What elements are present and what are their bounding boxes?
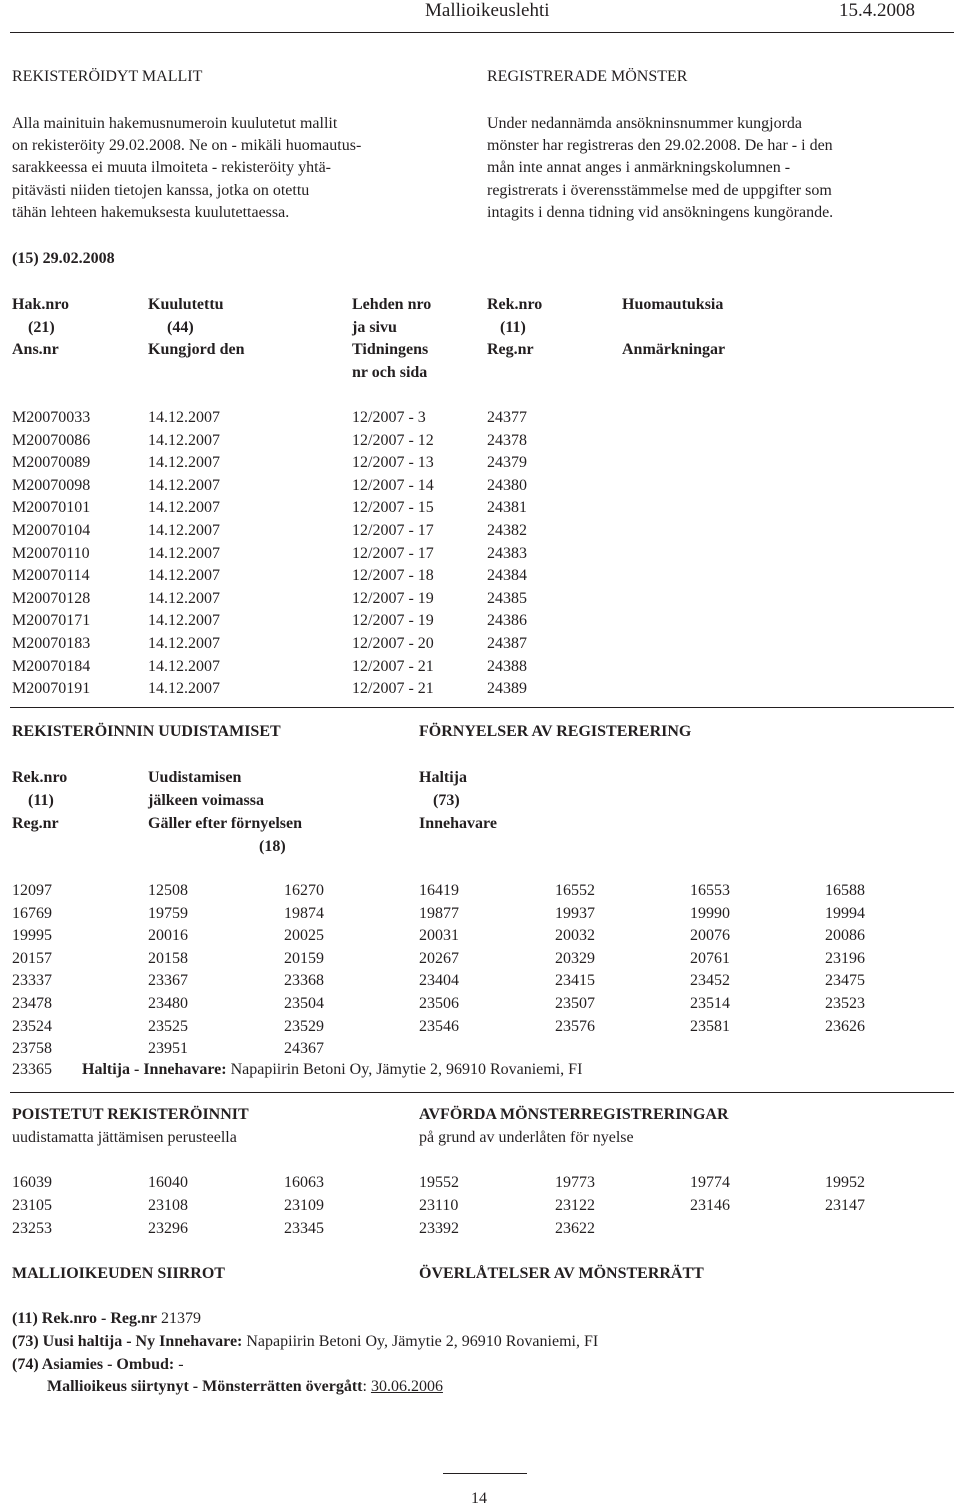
removed-subtitle-sv: på grund av underlåten för nyelse	[419, 1129, 634, 1146]
header-cell: jälkeen voimassa	[148, 792, 264, 809]
number-cell: 19952	[825, 1174, 865, 1191]
intro-line: mån inte annat anges i anmärkningskolumnen -	[487, 159, 791, 176]
number-cell: 23110	[419, 1197, 459, 1214]
number-cell: 23524	[12, 1017, 52, 1035]
number-cell: 12508	[148, 882, 188, 899]
table-cell: 14.12.2007	[148, 657, 220, 675]
number-cell: 12097	[12, 882, 52, 899]
table-cell: 12/2007 - 19	[352, 612, 434, 630]
number-cell: 19759	[148, 904, 188, 922]
intro-line: tähän lehteen hakemuksesta kuulutettaessa.	[12, 204, 290, 221]
number-cell: 20025	[284, 927, 324, 945]
number-cell: 23108	[148, 1197, 188, 1214]
table-cell: M20070104	[12, 522, 91, 539]
table-cell: 12/2007 - 19	[352, 589, 434, 607]
table-cell: M20070191	[12, 680, 91, 698]
table-cell: 12/2007 - 13	[352, 454, 434, 472]
number-cell: 16063	[284, 1174, 324, 1191]
number-cell: 19773	[555, 1174, 595, 1191]
number-cell: 20016	[148, 927, 188, 945]
header-cell: Ans.nr	[12, 341, 59, 358]
number-cell: 23367	[148, 972, 188, 990]
header-cell: ja sivu	[352, 319, 397, 336]
removed-title-sv: AVFÖRDA MÖNSTERREGISTRERINGAR	[419, 1106, 729, 1123]
table-cell: 14.12.2007	[148, 522, 220, 539]
number-cell: 20086	[825, 927, 865, 945]
header-cell: (11)	[28, 792, 54, 809]
removed-title-fi: POISTETUT REKISTERÖINNIT	[12, 1106, 249, 1123]
number-cell: 23525	[148, 1017, 188, 1035]
table-cell: 24381	[487, 499, 527, 517]
number-cell: 20267	[419, 949, 459, 967]
intro-line: registrerats i överensstämmelse med de uppgifter som	[487, 182, 832, 199]
number-cell: 23546	[419, 1017, 459, 1035]
holder-text	[82, 1061, 582, 1079]
header-cell: (18)	[259, 838, 286, 855]
table-cell: 12/2007 - 21	[352, 657, 434, 675]
transfers-title-sv: ÖVERLÅTELSER AV MÖNSTERRÄTT	[419, 1265, 704, 1282]
transfer-line	[12, 1333, 598, 1351]
publication-date: 15.4.2008	[839, 0, 915, 21]
table-cell: 12/2007 - 18	[352, 567, 434, 585]
table-cell: 24377	[487, 409, 527, 426]
intro-title-sv: REGISTRERADE MÖNSTER	[487, 68, 688, 85]
table-cell: 12/2007 - 14	[352, 476, 434, 494]
transfer-value: -	[178, 1356, 184, 1373]
holder-label: Haltija - Innehavare:	[82, 1061, 227, 1078]
table-cell: 12/2007 - 3	[352, 409, 426, 426]
header-cell: Gäller efter förnyelsen	[148, 815, 303, 832]
header-cell: Innehavare	[419, 815, 497, 832]
intro-line: Under nedannämda ansökninsnummer kungjorda	[487, 115, 803, 132]
number-cell: 23480	[148, 995, 188, 1012]
number-cell: 20761	[690, 949, 730, 967]
page-number: 14	[471, 1490, 487, 1507]
number-cell: 23392	[419, 1220, 459, 1237]
table-cell: M20070086	[12, 431, 91, 449]
intro-line: Alla mainituin hakemusnumeroin kuulutetut mallit	[12, 115, 338, 132]
table-cell: 24387	[487, 635, 527, 652]
header-rule	[10, 32, 954, 33]
publication-title: Mallioikeuslehti	[425, 0, 550, 21]
section-rule	[10, 1092, 954, 1093]
table-cell: 14.12.2007	[148, 567, 220, 585]
number-cell: 23504	[284, 995, 324, 1012]
number-cell: 23507	[555, 995, 595, 1012]
header-cell: Kungjord den	[148, 341, 245, 358]
header-cell: (44)	[167, 319, 194, 336]
table-cell: 14.12.2007	[148, 454, 220, 472]
table-cell: 24388	[487, 657, 527, 675]
table-cell: 12/2007 - 17	[352, 522, 434, 539]
number-cell: 19995	[12, 927, 52, 945]
intro-line: on rekisteröity 29.02.2008. Ne on - mikäli huomautus-	[12, 137, 362, 154]
header-cell: Rek.nro	[12, 769, 68, 786]
footer-rule	[443, 1473, 527, 1474]
number-cell: 20329	[555, 949, 595, 967]
table-cell: 14.12.2007	[148, 409, 220, 426]
header-cell: Uudistamisen	[148, 769, 242, 786]
number-cell: 23368	[284, 972, 324, 990]
number-cell: 16588	[825, 882, 865, 899]
table-cell: 14.12.2007	[148, 680, 220, 698]
number-cell: 23146	[690, 1197, 730, 1214]
number-cell: 20158	[148, 949, 188, 967]
table-cell: 24382	[487, 522, 527, 539]
table-cell: 14.12.2007	[148, 499, 220, 517]
table-cell: 24386	[487, 612, 527, 630]
transfer-label: Mallioikeus siirtynyt - Mönsterrätten övergått	[47, 1378, 363, 1395]
table-cell: 14.12.2007	[148, 589, 220, 607]
renewal-title-sv: FÖRNYELSER AV REGISTERERING	[419, 723, 692, 740]
number-cell: 19937	[555, 904, 595, 922]
table-cell: M20070184	[12, 657, 91, 675]
header-cell: Haltija	[419, 769, 467, 786]
number-cell: 16769	[12, 904, 52, 922]
number-cell: 23147	[825, 1197, 865, 1214]
transfer-line	[12, 1310, 201, 1328]
number-cell: 20159	[284, 949, 324, 967]
number-cell: 20076	[690, 927, 730, 945]
transfer-label: (11) Rek.nro - Reg.nr	[12, 1310, 158, 1327]
transfer-date: 30.06.2006	[370, 1378, 443, 1395]
header-cell: Kuulutettu	[148, 296, 224, 313]
number-cell: 23951	[148, 1040, 188, 1058]
number-cell: 16039	[12, 1174, 52, 1191]
table-cell: 12/2007 - 17	[352, 544, 434, 562]
table-cell: 12/2007 - 21	[352, 680, 434, 698]
renewal-title-fi: REKISTERÖINNIN UUDISTAMISET	[12, 723, 281, 740]
number-cell: 23345	[284, 1220, 324, 1237]
table-cell: M20070098	[12, 476, 91, 494]
registration-date-label: (15) 29.02.2008	[12, 250, 115, 267]
table-cell: 24384	[487, 567, 527, 585]
number-cell: 16040	[148, 1174, 188, 1191]
header-cell: Lehden nro	[352, 296, 432, 313]
number-cell: 23253	[12, 1220, 52, 1237]
number-cell: 23576	[555, 1017, 595, 1035]
number-cell: 16419	[419, 882, 459, 899]
table-cell: 24379	[487, 454, 527, 472]
number-cell: 19774	[690, 1174, 730, 1191]
table-cell: 14.12.2007	[148, 612, 220, 630]
header-cell: (21)	[28, 319, 55, 336]
intro-line: mönster har registreras den 29.02.2008. De har - i den	[487, 137, 833, 154]
number-cell: 23626	[825, 1017, 865, 1035]
number-cell: 19874	[284, 904, 324, 922]
number-cell: 20031	[419, 927, 459, 945]
table-cell: 12/2007 - 20	[352, 635, 434, 652]
table-cell: 24378	[487, 431, 527, 449]
table-cell: M20070183	[12, 635, 91, 652]
table-cell: 12/2007 - 12	[352, 431, 434, 449]
number-cell: 16553	[690, 882, 730, 899]
table-cell: M20070033	[12, 409, 91, 426]
number-cell: 23523	[825, 995, 865, 1012]
table-cell: 12/2007 - 15	[352, 499, 434, 517]
header-cell: Hak.nro	[12, 296, 70, 313]
number-cell: 24367	[284, 1040, 324, 1058]
table-cell: 24389	[487, 680, 527, 698]
holder-value: Napapiirin Betoni Oy, Jämytie 2, 96910 Rovaniemi, FI	[230, 1061, 583, 1078]
header-cell: (11)	[500, 319, 526, 336]
header-cell: nr och sida	[352, 364, 428, 381]
number-cell: 23758	[12, 1040, 52, 1058]
transfer-value: Napapiirin Betoni Oy, Jämytie 2, 96910 Rovaniemi, FI	[246, 1333, 599, 1350]
number-cell: 23514	[690, 995, 730, 1012]
transfers-title-fi: MALLIOIKEUDEN SIIRROT	[12, 1265, 225, 1282]
table-cell: M20070114	[12, 567, 90, 585]
header-cell: (73)	[433, 792, 460, 809]
number-cell: 23415	[555, 972, 595, 990]
header-cell: Reg.nr	[12, 815, 59, 832]
table-cell: M20070089	[12, 454, 91, 472]
number-cell: 23296	[148, 1220, 188, 1237]
number-cell: 19990	[690, 904, 730, 922]
number-cell: 16552	[555, 882, 595, 899]
table-cell: 14.12.2007	[148, 476, 220, 494]
header-cell: Anmärkningar	[622, 341, 726, 358]
table-cell: 14.12.2007	[148, 635, 220, 652]
number-cell: 23337	[12, 972, 52, 990]
table-cell: 14.12.2007	[148, 544, 220, 562]
number-cell: 23475	[825, 972, 865, 990]
number-cell: 23529	[284, 1017, 324, 1035]
number-cell: 23452	[690, 972, 730, 990]
table-cell: 24385	[487, 589, 527, 607]
header-cell: Rek.nro	[487, 296, 543, 313]
table-cell: M20070171	[12, 612, 91, 630]
intro-line: intagits i denna tidning vid ansökningens kungörande.	[487, 204, 834, 221]
table-cell: 24383	[487, 544, 527, 562]
transfer-label: (74) Asiamies - Ombud:	[12, 1356, 175, 1373]
number-cell: 23196	[825, 949, 865, 967]
table-cell: M20070101	[12, 499, 91, 517]
number-cell: 19877	[419, 904, 459, 922]
number-cell: 23478	[12, 995, 52, 1012]
removed-subtitle-fi: uudistamatta jättämisen perusteella	[12, 1129, 237, 1146]
holder-number: 23365	[12, 1061, 52, 1078]
header-cell: Reg.nr	[487, 341, 534, 358]
transfer-line	[12, 1356, 184, 1374]
header-cell: Tidningens	[352, 341, 429, 358]
intro-line: sarakkeessa ei muuta ilmoiteta - rekisteröity yhtä-	[12, 159, 331, 176]
intro-line: pitävästi niiden tietojen kanssa, jotka on otettu	[12, 182, 310, 199]
number-cell: 23404	[419, 972, 459, 990]
number-cell: 23122	[555, 1197, 595, 1214]
number-cell: 20157	[12, 949, 52, 967]
transfer-label: (73) Uusi haltija - Ny Innehavare:	[12, 1333, 243, 1350]
transfer-value: 21379	[161, 1310, 202, 1327]
intro-title-fi: REKISTERÖIDYT MALLIT	[12, 68, 203, 85]
table-cell: 24380	[487, 476, 527, 494]
table-cell: M20070110	[12, 544, 90, 562]
transfer-line: Mallioikeus siirtynyt - Mönsterrätten övergått: 30.06.2006	[47, 1378, 443, 1395]
number-cell: 23622	[555, 1220, 595, 1237]
number-cell: 23105	[12, 1197, 52, 1214]
number-cell: 23109	[284, 1197, 324, 1214]
number-cell: 23506	[419, 995, 459, 1012]
number-cell: 19994	[825, 904, 865, 922]
number-cell: 19552	[419, 1174, 459, 1191]
header-cell: Huomautuksia	[622, 296, 724, 313]
table-cell: 14.12.2007	[148, 431, 220, 449]
number-cell: 16270	[284, 882, 324, 899]
section-rule	[10, 707, 954, 708]
number-cell: 23581	[690, 1017, 730, 1035]
number-cell: 20032	[555, 927, 595, 945]
table-cell: M20070128	[12, 589, 91, 607]
